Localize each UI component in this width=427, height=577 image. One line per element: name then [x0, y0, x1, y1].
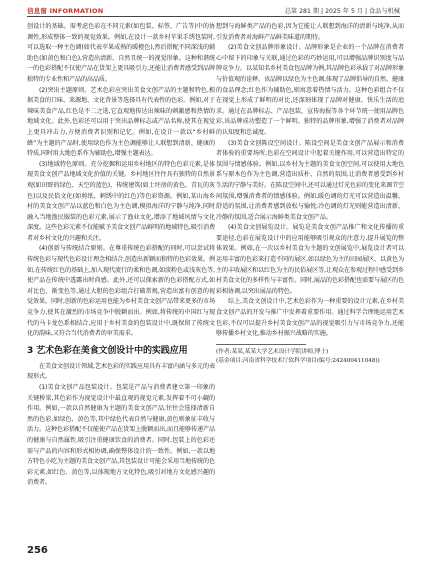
meta-divider: [216, 344, 306, 345]
page-number: 256: [27, 545, 48, 556]
paragraph: (1)美食文创产品包装设计。包装是产品与消费者建立第一印象的关键桥梁,其色彩作为视觉设计中最直观的视觉元素,发挥着不可小觑的作用。例如,一款以自然健康为主题的美食文创产品,往往会选择清新自然的色彩,如绿色、黄色等,其中绿色代表自然与健康,黄色则象征丰收与活力。这种色彩搭配不仅能使产品在货架上脱颖而出,而且能够传递产品的健康与自然属性,吸引注重健康饮食的消费者。同时,包装上的色彩还需与产品的内容和形式相协调,确保整体设计的一致性。例如,一款以地方特色小吃为主题的美食文创产品,其包装设计可能会采用当地传统的色彩元素,如红色、黄色等,以体现地方文化特色,吸引对地方文化感兴趣的消费者。: [27, 384, 215, 487]
paragraph: 想到与海鲜类产品的色彩,因为它能让人联想到海洋的清新与纯净,从而引发消费者对海鲜产品鲜美味道的期待。: [216, 23, 404, 41]
paragraph: (3)地域特色原则。充分挖掘和运用乡村地区的特色色彩元素,是体现美食文创产品地域文化价值的关键。乡村地区往往具有独特的自然景观(如田野的绿色、天空的蓝色)、传统建筑(如土坯房的黄色、青瓦的灰色)以及民俗文化(如剪纸、刺绣中的红色)等色彩资源。例如,某山海乡村的美食文创产品以蓝色和白色为主色调,模拟海洋的宁静与纯净,同时融入当地渔民服装的色彩元素,展示了渔业文化,增添了地域风情与文化深度。这些色彩元素不仅能赋予美食文创产品鲜明的地域特色,吸引消费者对乡村文化的兴趣和关注。: [27, 160, 215, 242]
paragraph: (4)美食文创展览设计。展览是美食文创产品推广和文化传播的重要途径,色彩在展览设计中的应用能够吸引观众的注意力,提升展览的整体效果。例如,在一次以乡村美食为主题的文创展览中,展览设计者可以运用丰富的色彩来打造不同的展区,如以绿色为主的田园展区、以黄色为主的丰收展区和以红色为主的民俗展区等,让观众在参观过程中感受到乡村美食文化的多样性与丰富性。同时,展品的色彩搭配也需要与展区的色彩相协调,以突出展品的特色。: [216, 224, 404, 295]
journal-issue-info: 总第 281 期 | 2025 年 5 月 | 食品与机械: [284, 8, 400, 15]
paragraph: (2)美食文创品牌形象设计。品牌形象是企业的一个品牌在消费者心中留下的印象与关联,通过色彩的巧妙运用,可以增强品牌识别度与品牌竞争力。以某知名乡村美食包品牌为例,其品牌色彩承载了对品牌形象与价值观的诠释。该品牌以绿色为主色调,体现了品牌倡导的自然、健康的食品理念;红色作为辅助色,则寓意着热情与活力。这种色彩组合不仅在视觉上形成了鲜明的对比,还深刻体现了品牌对健康、快乐生活的追求。通过在品牌标志、产品包装、宣传海报等各个环节统一使用品牌色彩,该品牌成功塑造了一个鲜明、独特的品牌形象,增强了消费者对品牌的认知度和忠诚度。: [216, 44, 404, 136]
header-rule: [27, 16, 400, 17]
paragraph: (2)突出主题原则。艺术色彩应突出美食文创产品的主题和特色,根据美食的口味、来源地、文化背景等选择具有代表性的色彩。例如,对于辣味美食产品,红色是不二之选,它直观地传达出辣味的刺激感和热情的地域文化。此外,色彩还可以用于突出品牌标志或产品名称,使其在视觉上更具冲击力,方便消费者识别和记忆。例如,在设计一款以“乡村鲜蜂”为主题的产品时,使用绿色作为主色调能够让人联想到清新、健康的特质,同时用大地色系作为辅助色,增强主题表达。: [27, 86, 215, 158]
section-heading: 3 艺术色彩在美食文创设计中的实践应用: [27, 345, 188, 356]
paragraph: 在美食文创设计领域,艺术色彩的实践应用具有丰富内涵与多元的表现形式。: [27, 362, 215, 381]
left-column: [27, 22, 215, 489]
paragraph: 创设计的基础。需考虑色彩在不同元素(如包装、标签、广告等)中的协调性,形成整体一致的视觉效果。例如,在设计一款乡村苹果手绣包装时,可以选取一种主色调(如代表苹果成熟的暖橙色),然后搭配不同深浅的辅助色(如黄色和白色),营造出清新、自然且统一的视觉形象。这种和谐统一的色彩搭配不仅使产品在货架上更具吸引力,还能让消费者感受到品牌独特的专业性和产品的高品质。: [27, 23, 215, 83]
paragraph: (3)美食文创陈设空间设计。陈设空间是美食文创产品展示和消费者体验的重要场所,色彩在空间设计中起着关键作用,可以营造出特定的氛围与情感体验。例如,以乡村为主题的美食文创空间,可以使用大地色系与原木色作为主色调,营造出质朴、自然的氛围,让消费者感受到乡村生活的宁静与美好。在陈设空间中,还可以通过灯光色彩的变化来调节空间氛围,增强消费者的情感体验。例如,暖色调的灯光可以营造出温馨、舒适的氛围,让消费者感到放松与愉悦;冷色调的灯光则能营造出清新、冷静的氛围,适合展示海鲜类美食文创产品。: [216, 139, 404, 221]
journal-section-label: 信息窗 INFORMATION: [27, 7, 104, 15]
author-meta: [216, 348, 404, 367]
page-header: [0, 0, 427, 20]
author-info: (作者:某某,某某大学艺术设计学院讲师,博士): [216, 348, 329, 355]
funding-info: (基金项目:河南省科学技术厅软科学项目(编号:242400411048)): [216, 358, 380, 365]
right-column: [216, 22, 404, 367]
paragraph: (4)创新与传统结合原则。在尊重传统色彩搭配的同时,可以尝试将传统色彩与现代色彩设计理念相结合,创造出新颖而独特的色彩效果。例如,在传统红色的基础上,加入现代流行的柔和色调,如淡粉色或浅灰色等,使产品在传统中透露出时尚感。此外,还可以探索新的色彩搭配方式,如对比色、渐变色等,通过大胆的色彩组合打破常规,营造出富有创意的视觉效果。同时,创新的色彩运用也能为乡村美食文创产品带来更多的市场竞争力,使其在激烈的市场竞争中脱颖而出。例如,将传统的中国红与现代的马卡龙色系相结合,应用于乡村美食的包装设计中,既保留了传统文化的韵味,又符合当代消费者的审美需求。: [27, 245, 215, 338]
paragraph: 综上,美食文创设计中,艺术色彩作为一种重要的设计元素,在乡村美食文创产品的开发与推广中发挥着重要作用。通过科学合理地运用艺术色彩,不仅可以提升乡村美食文创产品的视觉吸引力与市场竞争力,还能够传播乡村文化,推动乡村振兴战略的实施。: [216, 298, 404, 338]
